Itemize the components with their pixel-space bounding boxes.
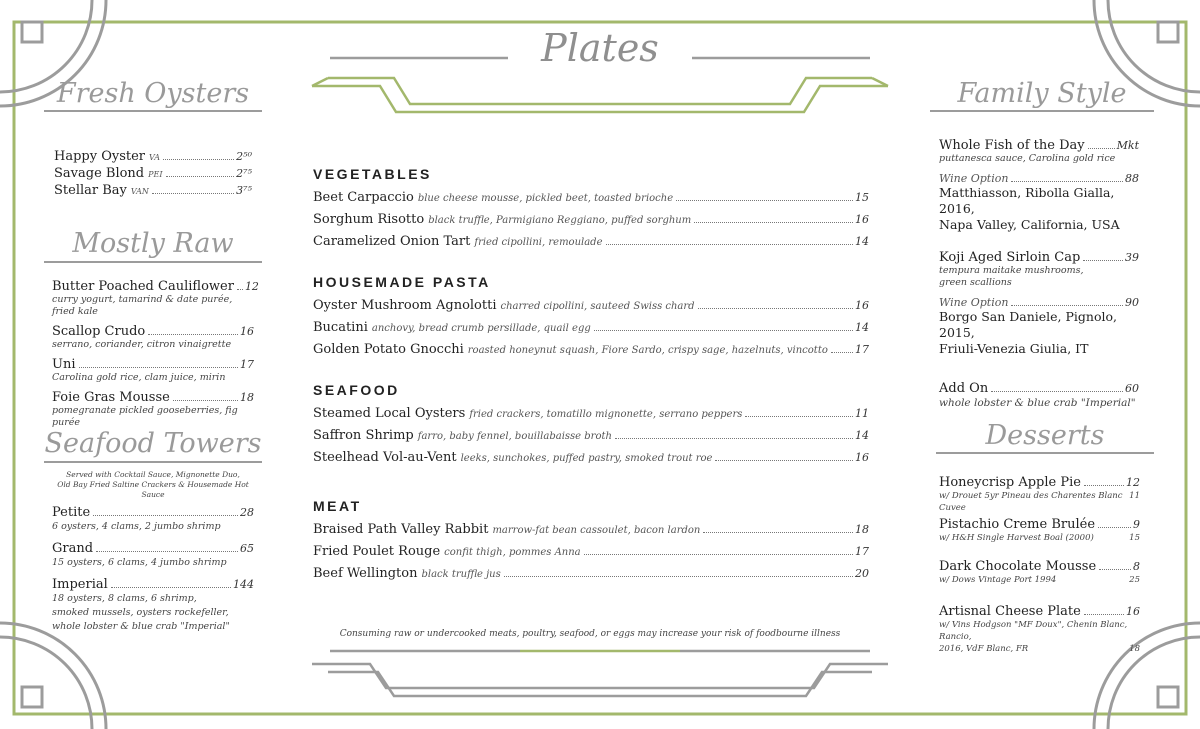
dessert-price: 9 [1133, 518, 1140, 531]
plate-item [313, 450, 869, 472]
plate-item [313, 212, 869, 234]
dessert-pairing: w/ Vins Hodgson "MF Doux", Chenin Blanc, Rancio, [939, 620, 1128, 642]
plate-desc: marrow-fat bean cassoulet, bacon lardon [492, 525, 701, 536]
dessert-pairing: 2016, VdF Blanc, FR [939, 644, 1029, 654]
dessert-name: Pistachio Creme Brulée [939, 517, 1096, 532]
plate-desc: black truffle jus [421, 569, 501, 580]
family-desc: whole lobster & blue crab "Imperial" [939, 397, 1136, 409]
tower-name: Grand [52, 541, 94, 556]
plate-desc: charred cipollini, sauteed Swiss chard [500, 301, 695, 312]
section-heading: MEAT [313, 498, 362, 514]
dessert-item [939, 604, 1140, 655]
leader-dots [237, 289, 243, 290]
family-name: Koji Aged Sirloin Cap [939, 250, 1081, 265]
dessert-item [939, 475, 1140, 517]
oyster-name: Savage Blond [54, 166, 145, 181]
pairing-price: 11 [1129, 491, 1140, 501]
wine-desc: Borgo San Daniele, Pignolo, 2015, [939, 309, 1117, 340]
wine-desc: Matthiasson, Ribolla Gialla, 2016, [939, 185, 1115, 216]
plate-item [313, 234, 869, 256]
raw-item [52, 279, 259, 318]
plate-name: Steelhead Vol-au-Vent [313, 450, 457, 465]
plate-name: Beef Wellington [313, 566, 418, 581]
oyster-item [54, 149, 252, 164]
plate-price: 16 [855, 451, 869, 464]
raw-price: 16 [240, 325, 254, 338]
raw-price: 18 [240, 391, 254, 404]
leader-dots [606, 244, 854, 245]
leader-dots [1088, 148, 1115, 149]
tower-item [52, 577, 254, 634]
plate-name: Bucatini [313, 320, 368, 335]
wine-desc: Friuli-Venezia Giulia, IT [939, 341, 1089, 356]
plate-desc: leeks, sunchokes, puffed pastry, smoked trout roe [460, 453, 713, 464]
tower-price: 144 [233, 578, 254, 591]
pairing-price: 15 [1129, 533, 1140, 543]
leader-dots [1099, 569, 1131, 570]
plate-desc: fried crackers, tomatillo mignonette, serrano peppers [469, 409, 743, 420]
plate-price: 16 [855, 213, 869, 226]
family-item-name-row [939, 250, 1139, 265]
family-desc: green scallions [939, 277, 1012, 288]
dessert-item [939, 559, 1140, 604]
seafood-towers-title: Seafood Towers [44, 428, 262, 459]
tower-price: 65 [240, 542, 254, 555]
mostly-raw-title: Mostly Raw [72, 228, 234, 259]
leader-dots [1011, 181, 1123, 182]
plate-desc: blue cheese mousse, pickled beet, toasted brioche [417, 193, 674, 204]
raw-item [52, 357, 254, 384]
plate-name: Fried Poulet Rouge [313, 544, 441, 559]
raw-name: Scallop Crudo [52, 324, 146, 339]
leader-dots [831, 352, 853, 353]
towers-list [52, 505, 254, 634]
tower-desc: 15 oysters, 6 clams, 4 jumbo shrimp [52, 557, 227, 568]
raw-name: Uni [52, 357, 76, 372]
raw-price: 17 [240, 358, 254, 371]
wine-option-row [939, 172, 1139, 185]
plate-price: 15 [855, 191, 869, 204]
wine-option-price: 88 [1125, 172, 1139, 185]
plates-section [313, 498, 869, 588]
dessert-price: 16 [1126, 605, 1140, 618]
plate-name: Steamed Local Oysters [313, 406, 466, 421]
raw-item [52, 324, 254, 351]
plate-desc: farro, baby fennel, bouillabaisse broth [417, 431, 612, 442]
plate-desc: anchovy, bread crumb persillade, quail egg [371, 323, 591, 334]
leader-dots [991, 391, 1123, 392]
leader-dots [152, 193, 234, 194]
oyster-price: 3⁷⁵ [236, 184, 252, 197]
section-heading: VEGETABLES [313, 166, 432, 182]
oyster-origin: VA [149, 153, 161, 162]
dessert-price: 12 [1126, 476, 1140, 489]
family-price: Mkt [1116, 139, 1139, 152]
leader-dots [96, 551, 238, 552]
section-heading: SEAFOOD [313, 382, 400, 398]
raw-desc: curry yogurt, tamarind & date purée, fried kale [52, 294, 233, 317]
plate-name: Braised Path Valley Rabbit [313, 522, 489, 537]
leader-dots [1084, 485, 1124, 486]
wine-option-row [939, 296, 1139, 309]
family-desc: puttanesca sauce, Carolina gold rice [939, 153, 1116, 164]
family-price: 39 [1125, 251, 1139, 264]
plate-item [313, 342, 869, 364]
leader-dots [615, 438, 853, 439]
plates-section [313, 166, 869, 274]
oyster-item [54, 166, 252, 181]
plate-item [313, 190, 869, 212]
plate-item [313, 298, 869, 320]
plates-section [313, 382, 869, 498]
leader-dots [584, 554, 853, 555]
family-item-name-row [939, 381, 1139, 396]
leader-dots [163, 159, 234, 160]
leader-dots [504, 576, 853, 577]
leader-dots [148, 334, 238, 335]
plate-name: Saffron Shrimp [313, 428, 414, 443]
raw-name: Foie Gras Mousse [52, 390, 170, 405]
food-safety-disclaimer: Consuming raw or undercooked meats, poultry, seafood, or eggs may increase your risk of foodbourne illness [339, 629, 841, 639]
raw-desc: serrano, coriander, citron vinaigrette [52, 339, 232, 350]
plates-title: Plates [541, 26, 659, 70]
wine-option-label: Wine Option [939, 296, 1009, 309]
tower-name: Imperial [52, 577, 108, 592]
dessert-name: Dark Chocolate Mousse [939, 559, 1097, 574]
family-style-title: Family Style [957, 78, 1127, 109]
wine-option-label: Wine Option [939, 172, 1009, 185]
raw-desc: Carolina gold rice, clam juice, mirin [52, 372, 226, 383]
tower-item [52, 541, 254, 570]
plate-name: Oyster Mushroom Agnolotti [313, 298, 497, 313]
tower-name: Petite [52, 505, 91, 520]
plate-item [313, 566, 869, 588]
family-name: Whole Fish of the Day [939, 138, 1085, 153]
plate-price: 17 [855, 545, 869, 558]
plate-item [313, 544, 869, 566]
towers-note-line: Served with Cocktail Sauce, Mignonette Duo, [66, 470, 240, 479]
leader-dots [79, 367, 239, 368]
fresh-oysters-title: Fresh Oysters [56, 78, 250, 109]
oyster-price: 2⁵⁰ [236, 150, 252, 163]
plate-name: Sorghum Risotto [313, 212, 425, 227]
plate-price: 16 [855, 299, 869, 312]
section-heading: HOUSEMADE PASTA [313, 274, 491, 290]
raw-desc: pomegranate pickled gooseberries, fig purée [52, 405, 238, 428]
desserts-list [939, 475, 1140, 655]
plate-name: Caramelized Onion Tart [313, 234, 471, 249]
dessert-item [939, 517, 1140, 559]
plate-name: Golden Potato Gnocchi [313, 342, 464, 357]
plate-price: 18 [855, 523, 869, 536]
plate-item [313, 320, 869, 342]
plate-item [313, 406, 869, 428]
family-item-name-row [939, 138, 1139, 153]
leader-dots [698, 308, 853, 309]
plate-item [313, 522, 869, 544]
plate-price: 17 [855, 343, 869, 356]
family-name: Add On [939, 381, 989, 396]
leader-dots [676, 200, 853, 201]
leader-dots [111, 587, 231, 588]
oyster-price: 2⁷⁵ [236, 167, 252, 180]
family-list [939, 138, 1139, 410]
plate-price: 14 [855, 429, 869, 442]
raw-list [52, 279, 259, 429]
leader-dots [173, 400, 238, 401]
wine-option-price: 90 [1125, 296, 1139, 309]
plate-price: 20 [855, 567, 869, 580]
tower-desc: 18 oysters, 8 clams, 6 shrimp, [52, 593, 197, 604]
tower-desc: whole lobster & blue crab "Imperial" [52, 621, 230, 632]
leader-dots [1083, 260, 1123, 261]
dessert-pairing: w/ H&H Single Harvest Boal (2000) [939, 533, 1094, 543]
leader-dots [694, 222, 853, 223]
wine-desc: Napa Valley, California, USA [939, 217, 1120, 232]
raw-item [52, 390, 254, 429]
leader-dots [594, 330, 853, 331]
family-desc: tempura maitake mushrooms, [939, 265, 1084, 276]
tower-item [52, 505, 254, 534]
tower-desc: 6 oysters, 4 clams, 2 jumbo shrimp [52, 521, 221, 532]
dessert-name: Honeycrisp Apple Pie [939, 475, 1081, 490]
plate-desc: roasted honeynut squash, Fiore Sardo, crispy sage, hazelnuts, vincotto [467, 345, 828, 356]
plate-price: 14 [855, 235, 869, 248]
tower-desc: smoked mussels, oysters rockefeller, [52, 607, 229, 618]
oyster-name: Stellar Bay [54, 183, 127, 198]
plate-price: 11 [855, 407, 869, 420]
oyster-origin: PEI [148, 170, 163, 179]
leader-dots [166, 176, 235, 177]
plates-section [313, 274, 869, 382]
oyster-item [54, 183, 252, 198]
plate-desc: fried cipollini, remoulade [474, 237, 603, 248]
dessert-pairing: w/ Dows Vintage Port 1994 [939, 575, 1057, 585]
towers-note-line: Old Bay Fried Saltine Crackers & Housemade Hot Sauce [57, 480, 249, 499]
family-price: 60 [1125, 382, 1139, 395]
dessert-pairing: w/ Drouet 5yr Pineau des Charentes Blanc Cuvee [939, 491, 1123, 513]
raw-price: 12 [244, 280, 259, 293]
dessert-price: 8 [1133, 560, 1140, 573]
oyster-origin: VAN [130, 187, 149, 196]
oysters-list [54, 149, 252, 198]
plate-desc: black truffle, Parmigiano Reggiano, puffed sorghum [428, 215, 692, 226]
leader-dots [715, 460, 853, 461]
raw-name: Butter Poached Cauliflower [52, 279, 234, 294]
leader-dots [703, 532, 853, 533]
leader-dots [745, 416, 853, 417]
leader-dots [1098, 527, 1131, 528]
towers-note [46, 470, 260, 500]
pairing-price: 25 [1129, 575, 1140, 585]
plate-name: Beet Carpaccio [313, 190, 414, 205]
plate-price: 14 [855, 321, 869, 334]
tower-price: 28 [240, 506, 254, 519]
plates-menu [313, 166, 869, 588]
leader-dots [1084, 614, 1124, 615]
plate-desc: confit thigh, pommes Anna [444, 547, 581, 558]
desserts-title: Desserts [985, 420, 1105, 451]
oyster-name: Happy Oyster [54, 149, 146, 164]
leader-dots [93, 515, 238, 516]
leader-dots [1011, 305, 1123, 306]
plate-item [313, 428, 869, 450]
pairing-price: 18 [1129, 644, 1140, 654]
dessert-name: Artisnal Cheese Plate [939, 604, 1081, 619]
